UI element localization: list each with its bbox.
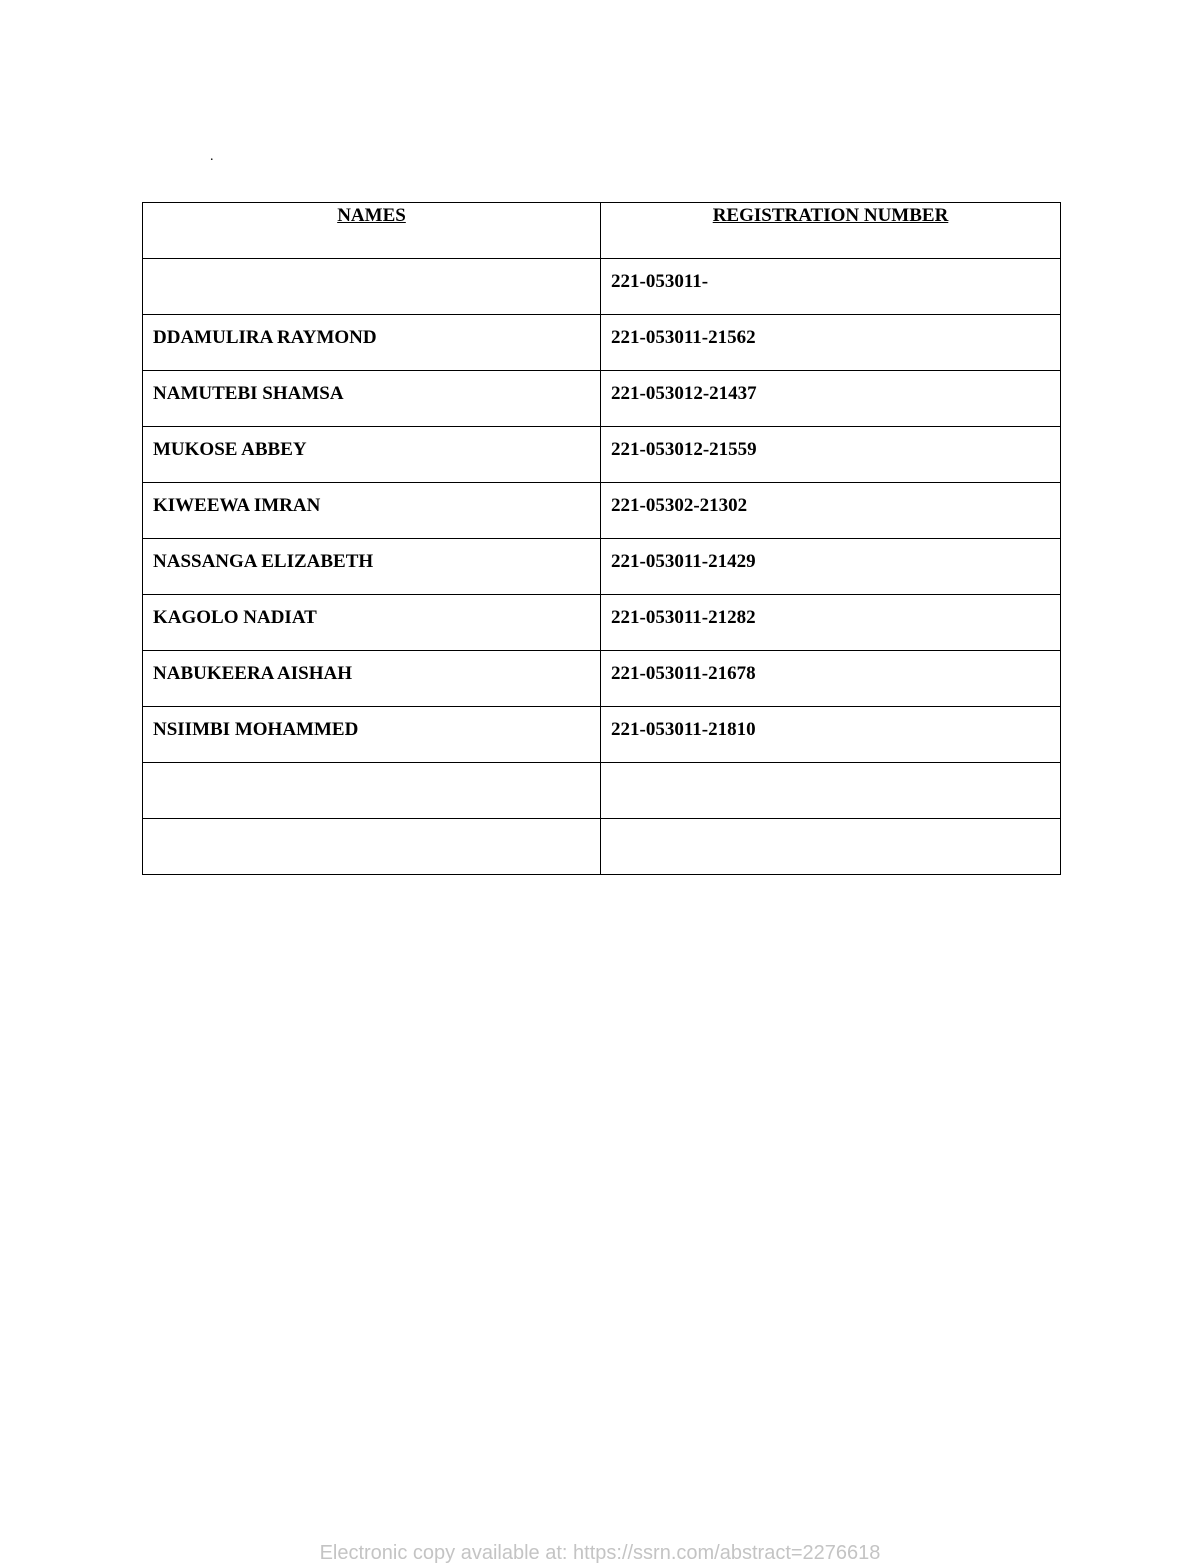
registration-number-cell: 221-053011-21429 (601, 539, 1061, 595)
table-row (143, 651, 1061, 707)
table-row (143, 315, 1061, 371)
registration-number-cell: 221-053012-21437 (601, 371, 1061, 427)
registration-number-column-header: REGISTRATION NUMBER (601, 203, 1061, 259)
name-cell (143, 259, 601, 315)
table-row (143, 371, 1061, 427)
table-row (143, 539, 1061, 595)
stray-dot: . (210, 149, 214, 164)
name-cell: NAMUTEBI SHAMSA (143, 371, 601, 427)
registration-table (142, 202, 1061, 875)
table-row (143, 259, 1061, 315)
registration-number-cell: 221-053011- (601, 259, 1061, 315)
table-row (143, 427, 1061, 483)
table-header-row (143, 203, 1061, 259)
name-cell (143, 819, 601, 875)
table-row (143, 595, 1061, 651)
table-row (143, 707, 1061, 763)
registration-number-cell: 221-053011-21810 (601, 707, 1061, 763)
registration-number-cell: 221-05302-21302 (601, 483, 1061, 539)
table-row (143, 819, 1061, 875)
name-cell (143, 763, 601, 819)
name-cell: NSIIMBI MOHAMMED (143, 707, 601, 763)
table-row (143, 483, 1061, 539)
registration-number-cell (601, 819, 1061, 875)
name-cell: MUKOSE ABBEY (143, 427, 601, 483)
name-cell: KIWEEWA IMRAN (143, 483, 601, 539)
name-cell: NASSANGA ELIZABETH (143, 539, 601, 595)
registration-number-cell: 221-053012-21559 (601, 427, 1061, 483)
registration-number-cell: 221-053011-21282 (601, 595, 1061, 651)
name-cell: DDAMULIRA RAYMOND (143, 315, 601, 371)
name-cell: NABUKEERA AISHAH (143, 651, 601, 707)
registration-number-cell (601, 763, 1061, 819)
electronic-copy-footer: Electronic copy available at: https://ssrn.com/abstract=2276618 (319, 1542, 881, 1564)
names-column-header: NAMES (143, 203, 601, 259)
registration-number-cell: 221-053011-21562 (601, 315, 1061, 371)
table-row (143, 763, 1061, 819)
registration-number-cell: 221-053011-21678 (601, 651, 1061, 707)
name-cell: KAGOLO NADIAT (143, 595, 601, 651)
